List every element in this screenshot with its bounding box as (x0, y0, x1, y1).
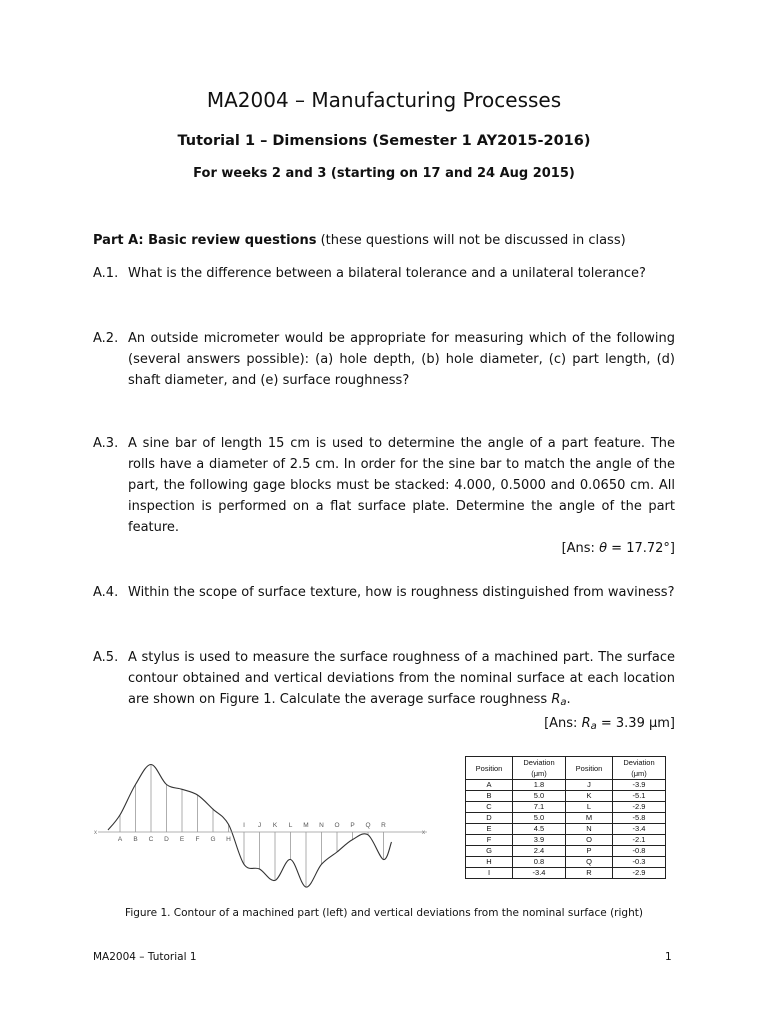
ra-symbol: R (581, 716, 591, 731)
position-label: O (334, 822, 340, 829)
position-label: H (226, 836, 231, 843)
position-label: Q (365, 822, 371, 829)
weeks-line: For weeks 2 and 3 (starting on 17 and 24 Aug 2015) (193, 166, 575, 181)
ra-subscript: a (590, 721, 597, 732)
ra-symbol: R (551, 692, 561, 707)
table-cell: I (466, 868, 513, 879)
table-row (466, 791, 666, 802)
table-cell: Q (566, 857, 613, 868)
answer-prefix: [Ans: (561, 541, 600, 556)
table-cell: -3.9 (613, 780, 666, 791)
table-header: Deviation (μm) (513, 757, 566, 780)
table-cell: -5.8 (613, 813, 666, 824)
position-label: G (210, 836, 216, 843)
part-a-title: Part A: Basic review questions (93, 233, 317, 248)
answer-value: = 17.72°] (607, 541, 675, 556)
position-label: C (148, 836, 154, 843)
question-number: A.1. (93, 266, 119, 281)
answer (544, 713, 675, 737)
question-text: What is the difference between a bilateral tolerance and a unilateral tolerance? (128, 266, 646, 281)
table-cell: 5.0 (513, 813, 566, 824)
table-cell: G (466, 846, 513, 857)
table-cell: -0.3 (613, 857, 666, 868)
question-number: A.3. (93, 436, 119, 451)
table-row (466, 813, 666, 824)
table-header: Position (566, 757, 613, 780)
question-text: An outside micrometer would be appropriate for measuring which of the following (several answers possible): (a) hole depth, (b) hole diameter, (c) part length, (d) shaft diameter, and (e) surface roughness? (128, 331, 675, 388)
table-cell: -2.9 (613, 868, 666, 879)
position-label: F (195, 836, 200, 843)
table-cell: 4.5 (513, 824, 566, 835)
question-number: A.5. (93, 650, 119, 665)
table-cell: H (466, 857, 513, 868)
question-a2 (93, 328, 675, 391)
part-a-note: (these questions will not be discussed in class) (316, 233, 626, 248)
table-cell: 3.9 (513, 835, 566, 846)
position-label: R (381, 822, 386, 829)
table-cell: D (466, 813, 513, 824)
table-cell: E (466, 824, 513, 835)
table-cell: L (566, 802, 613, 813)
profile-curve (108, 765, 392, 888)
position-label: A (117, 836, 123, 843)
table-cell: 5.0 (513, 791, 566, 802)
surface-profile-figure (92, 750, 437, 900)
position-label: M (303, 822, 309, 829)
position-label: D (164, 836, 169, 843)
question-number: A.2. (93, 331, 119, 346)
table-cell: 1.8 (513, 780, 566, 791)
table-cell: K (566, 791, 613, 802)
table-header: Deviation (μm) (613, 757, 666, 780)
table-cell: -2.1 (613, 835, 666, 846)
table-row (466, 802, 666, 813)
table-cell: J (566, 780, 613, 791)
page-number: 1 (665, 951, 672, 963)
deviation-table (465, 756, 666, 879)
theta-symbol: θ (599, 541, 608, 556)
answer (128, 538, 675, 559)
table-cell: P (566, 846, 613, 857)
answer-prefix: [Ans: (544, 716, 582, 731)
tutorial-subtitle: Tutorial 1 – Dimensions (Semester 1 AY2015-2016) (177, 133, 591, 149)
footer-label: MA2004 – Tutorial 1 (93, 951, 197, 963)
table-cell: A (466, 780, 513, 791)
figure-caption: Figure 1. Contour of a machined part (left) and vertical deviations from the nominal surface (right) (125, 907, 643, 919)
table-cell: C (466, 802, 513, 813)
question-a5 (93, 647, 675, 737)
question-text (128, 647, 675, 732)
position-label: K (272, 822, 278, 829)
part-a-heading (93, 233, 626, 248)
position-label: N (319, 822, 324, 829)
table-cell: N (566, 824, 613, 835)
question-a1 (93, 263, 675, 284)
table-cell: 0.8 (513, 857, 566, 868)
position-label: B (133, 836, 138, 843)
table-cell: R (566, 868, 613, 879)
table-row (466, 824, 666, 835)
position-label: P (350, 822, 355, 829)
position-label: J (257, 822, 262, 829)
question-text: Within the scope of surface texture, how is roughness distinguished from waviness? (128, 585, 675, 600)
question-body: A stylus is used to measure the surface roughness of a machined part. The surface contour obtained and vertical deviations from the nominal surface at each location are shown on Figure 1. Calculate the average surface roughness (128, 650, 675, 707)
table-cell: -3.4 (513, 868, 566, 879)
table-cell: M (566, 813, 613, 824)
document-title: MA2004 – Manufacturing Processes (206, 88, 562, 112)
table-cell: 7.1 (513, 802, 566, 813)
table-row (466, 780, 666, 791)
ra-subscript: a (560, 697, 567, 708)
table-cell: -2.9 (613, 802, 666, 813)
table-header: Position (466, 757, 513, 780)
question-number: A.4. (93, 585, 119, 600)
table-cell: -0.8 (613, 846, 666, 857)
question-a4 (93, 582, 675, 603)
table-cell: F (466, 835, 513, 846)
table-row (466, 835, 666, 846)
question-end: . (566, 692, 571, 707)
position-label: L (288, 822, 293, 829)
question-text (128, 433, 675, 559)
position-label: I (243, 822, 245, 829)
position-label: E (179, 836, 185, 843)
question-a3 (93, 433, 675, 559)
table-cell: O (566, 835, 613, 846)
axis-start-marker: x (94, 830, 97, 836)
table-cell: 2.4 (513, 846, 566, 857)
table-cell: B (466, 791, 513, 802)
question-body: A sine bar of length 15 cm is used to determine the angle of a part feature. The rolls have a diameter of 2.5 cm. In order for the sine bar to match the angle of the part, the following gage blocks must be stacked: 4.000, 0.5000 and 0.0650 cm. All inspection is performed on a flat surface plate. Determine the angle of the part feature. (128, 436, 675, 535)
table-cell: -5.1 (613, 791, 666, 802)
table-row (466, 857, 666, 868)
table-row (466, 846, 666, 857)
axis-end-marker: x (422, 830, 425, 836)
answer-value: = 3.39 μm] (596, 716, 675, 731)
table-cell: -3.4 (613, 824, 666, 835)
table-row (466, 868, 666, 879)
